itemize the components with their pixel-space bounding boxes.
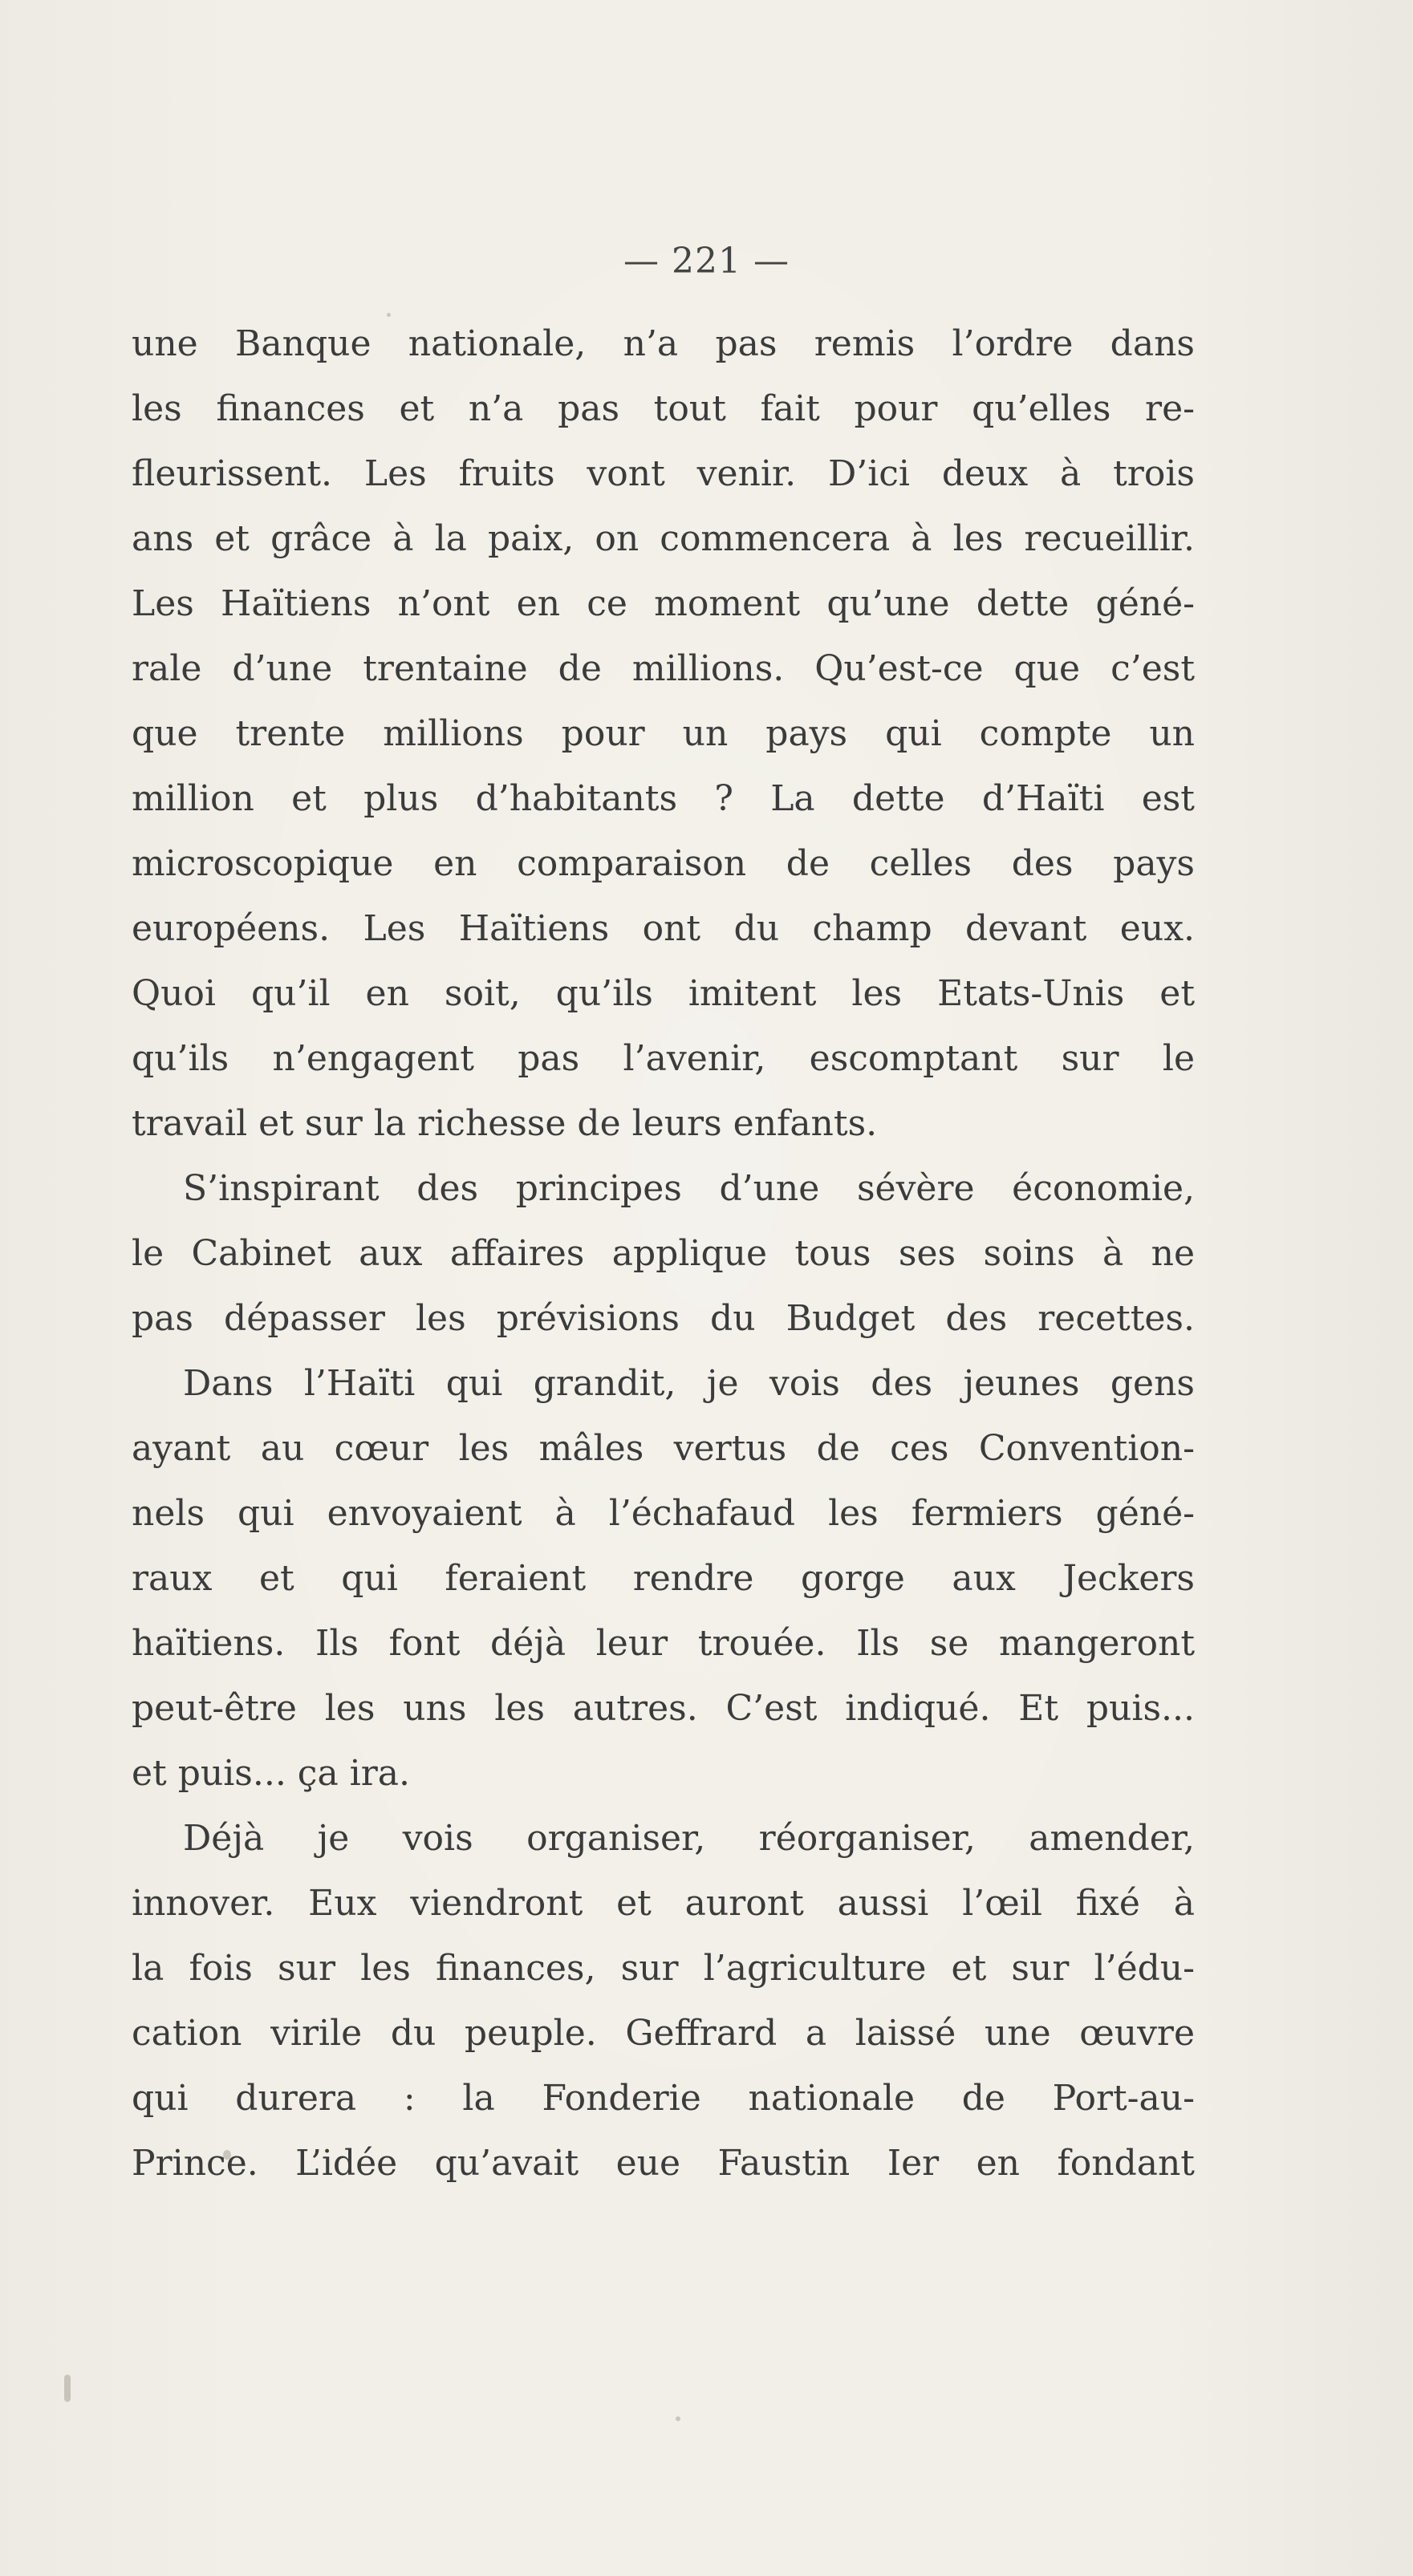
paper-speck (676, 2416, 680, 2421)
text-line: innover. Eux viendront et auront aussi l’œil fixé à (132, 1883, 1195, 1924)
text-line: million et plus d’habitants ? La dette d’Haïti est (132, 778, 1195, 819)
text-line: peut-être les uns les autres. C’est indiqué. Et puis... (132, 1688, 1195, 1729)
text-line: nels qui envoyaient à l’échafaud les fermiers géné- (132, 1493, 1195, 1534)
text-line: microscopique en comparaison de celles des pays (132, 843, 1195, 884)
text-line: travail et sur la richesse de leurs enfants. (132, 1103, 878, 1144)
text-line: Quoi qu’il en soit, qu’ils imitent les Etats-Unis et (132, 973, 1195, 1014)
text-line: raux et qui feraient rendre gorge aux Jeckers (132, 1558, 1195, 1599)
text-line: fleurissent. Les fruits vont venir. D’ici deux à trois (132, 453, 1195, 494)
text-line: qui durera : la Fonderie nationale de Port-au- (132, 2078, 1195, 2119)
paper-speck (64, 2375, 71, 2402)
text-line: européens. Les Haïtiens ont du champ devant eux. (132, 908, 1195, 949)
text-line: Dans l’Haïti qui grandit, je vois des jeunes gens (183, 1363, 1195, 1404)
text-line: cation virile du peuple. Geffrard a laissé une œuvre (132, 2013, 1195, 2054)
text-line: haïtiens. Ils font déjà leur trouée. Ils se mangeront (132, 1623, 1195, 1664)
text-line: ayant au cœur les mâles vertus de ces Convention- (132, 1428, 1195, 1469)
text-line: pas dépasser les prévisions du Budget des recettes. (132, 1298, 1195, 1339)
text-line: et puis... ça ira. (132, 1753, 410, 1794)
text-line: Prince. L’idée qu’avait eue Faustin Ier en fondant (132, 2143, 1195, 2184)
body-text (132, 311, 1195, 2196)
text-line: S’inspirant des principes d’une sévère économie, (183, 1168, 1195, 1209)
text-line: le Cabinet aux affaires applique tous ses soins à ne (132, 1233, 1195, 1274)
text-line: Les Haïtiens n’ont en ce moment qu’une dette géné- (132, 583, 1195, 624)
text-line: rale d’une trentaine de millions. Qu’est-ce que c’est (132, 648, 1195, 689)
text-line: qu’ils n’engagent pas l’avenir, escomptant sur le (132, 1038, 1195, 1079)
text-line: Déjà je vois organiser, réorganiser, amender, (183, 1818, 1195, 1859)
text-line: une Banque nationale, n’a pas remis l’ordre dans (132, 323, 1195, 364)
text-line: les finances et n’a pas tout fait pour qu’elles re- (132, 388, 1195, 429)
page-number: — 221 — (623, 241, 790, 282)
text-line: que trente millions pour un pays qui compte un (132, 713, 1195, 754)
text-line: ans et grâce à la paix, on commencera à les recueillir. (132, 518, 1195, 559)
text-line: la fois sur les finances, sur l’agriculture et sur l’édu- (132, 1948, 1195, 1989)
